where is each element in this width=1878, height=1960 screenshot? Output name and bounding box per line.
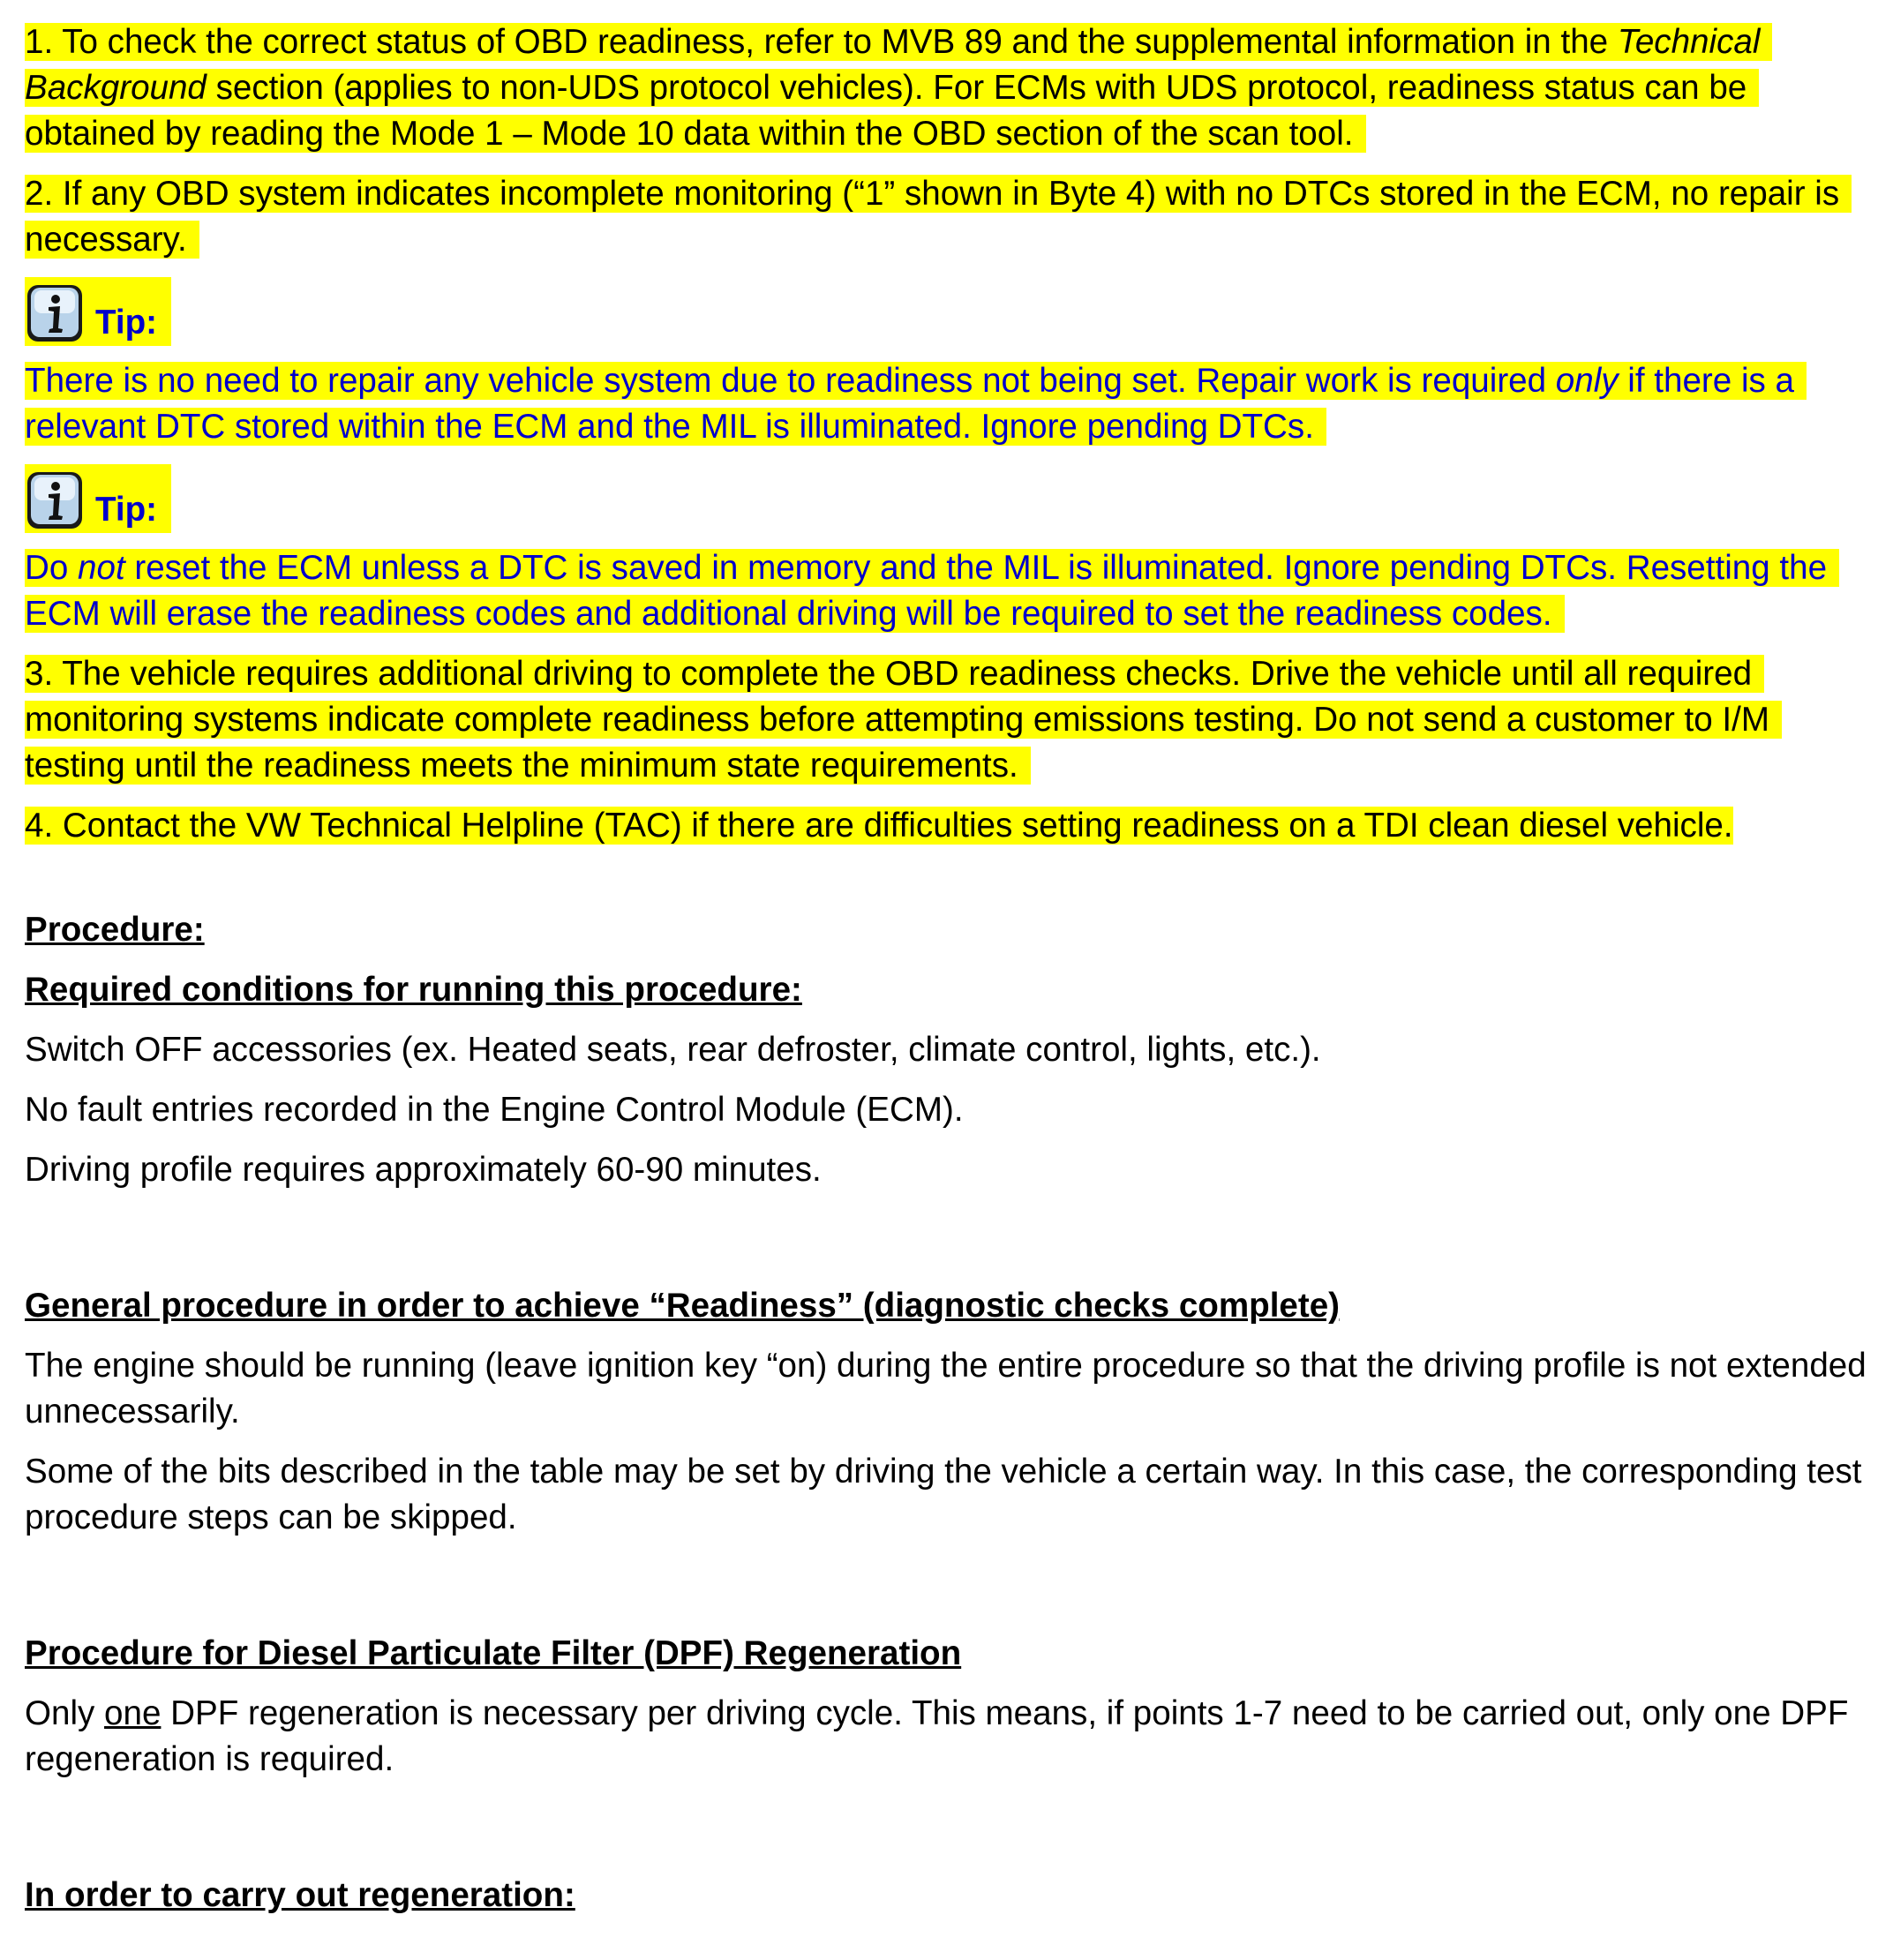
tip-1-italic: only [1555, 362, 1619, 400]
tip-1-text-a: There is no need to repair any vehicle system due to readiness not being set. Repair work is required [25, 362, 1556, 400]
note-item-2-text: 2. If any OBD system indicates incomplete monitoring (“1” shown in Byte 4) with no DTCs stored in the ECM, no repair is necessary. [25, 175, 1852, 259]
regen-heading: In order to carry out regeneration: [25, 1876, 575, 1914]
note-item-2 [25, 171, 1869, 263]
dpf-heading: Procedure for Diesel Particulate Filter (DPF) Regeneration [25, 1634, 962, 1672]
tip-2-text-a: Do [25, 549, 79, 587]
tip-2-italic: not [78, 549, 125, 587]
conditions-heading: Required conditions for running this procedure: [25, 971, 802, 1009]
tip-2-text-b: reset the ECM unless a DTC is saved in memory and the MIL is illuminated. Ignore pending DTCs. Resetting the ECM will erase the readiness codes and additional driving will be required to set the readiness codes. [25, 549, 1828, 633]
note-item-3-text: 3. The vehicle requires additional driving to complete the OBD readiness checks. Drive the vehicle until all required monitoring systems indicate complete readiness before attempting emissions testing. Do not send a customer to I/M testing until the readiness meets the minimum state requirements. [25, 655, 1782, 785]
general-paragraph-1: The engine should be running (leave ignition key “on) during the entire procedure so that the driving profile is not extended unnecessarily. [25, 1347, 1867, 1431]
general-paragraph-2: Some of the bits described in the table may be set by driving the vehicle a certain way. In this case, the corresponding test procedure steps can be skipped. [25, 1453, 1862, 1536]
spacer [25, 1555, 1869, 1631]
note-item-1-text-b: section (applies to non-UDS protocol vehicles). For ECMs with UDS protocol, readiness status can be obtained by reading the Mode 1 – Mode 10 data within the OBD section of the scan tool. [25, 69, 1747, 153]
tip-text-2 [25, 545, 1869, 637]
document-page [25, 19, 1869, 1933]
tip-label-2: Tip: [95, 491, 157, 529]
dpf-paragraph [25, 1691, 1869, 1783]
note-item-1-italic: Technical Background [25, 23, 1761, 107]
tip-1-text-b: if there is a relevant DTC stored within the ECM and the MIL is illuminated. Ignore pending DTCs. [25, 362, 1794, 446]
condition-item: Switch OFF accessories (ex. Heated seats, rear defroster, climate control, lights, etc.). [25, 1031, 1321, 1069]
spacer [25, 849, 1869, 907]
dpf-text-b: DPF regeneration is necessary per driving cycle. This means, if points 1-7 need to be carried out, only one DPF regeneration is required. [25, 1694, 1849, 1778]
dpf-underlined: one [104, 1694, 162, 1732]
info-icon [25, 469, 85, 533]
spacer [25, 1797, 1869, 1873]
general-heading: General procedure in order to achieve “Readiness” (diagnostic checks complete) [25, 1287, 1341, 1325]
info-icon [25, 282, 85, 346]
procedure-heading: Procedure: [25, 911, 205, 949]
note-item-1 [25, 19, 1869, 157]
condition-item: Driving profile requires approximately 60-90 minutes. [25, 1151, 822, 1189]
tip-header-1 [25, 277, 171, 346]
dpf-text-a: Only [25, 1694, 105, 1732]
spacer [25, 1207, 1869, 1283]
condition-item: No fault entries recorded in the Engine Control Module (ECM). [25, 1091, 964, 1129]
tip-text-1 [25, 358, 1869, 450]
note-item-1-text-a: 1. To check the correct status of OBD readiness, refer to MVB 89 and the supplemental information in the [25, 23, 1618, 61]
tip-label-1: Tip: [95, 304, 157, 342]
note-item-3 [25, 651, 1869, 789]
note-item-4 [25, 803, 1869, 849]
tip-header-2 [25, 464, 171, 533]
note-item-4-text: 4. Contact the VW Technical Helpline (TAC) if there are difficulties setting readiness on a TDI clean diesel vehicle. [25, 807, 1733, 845]
